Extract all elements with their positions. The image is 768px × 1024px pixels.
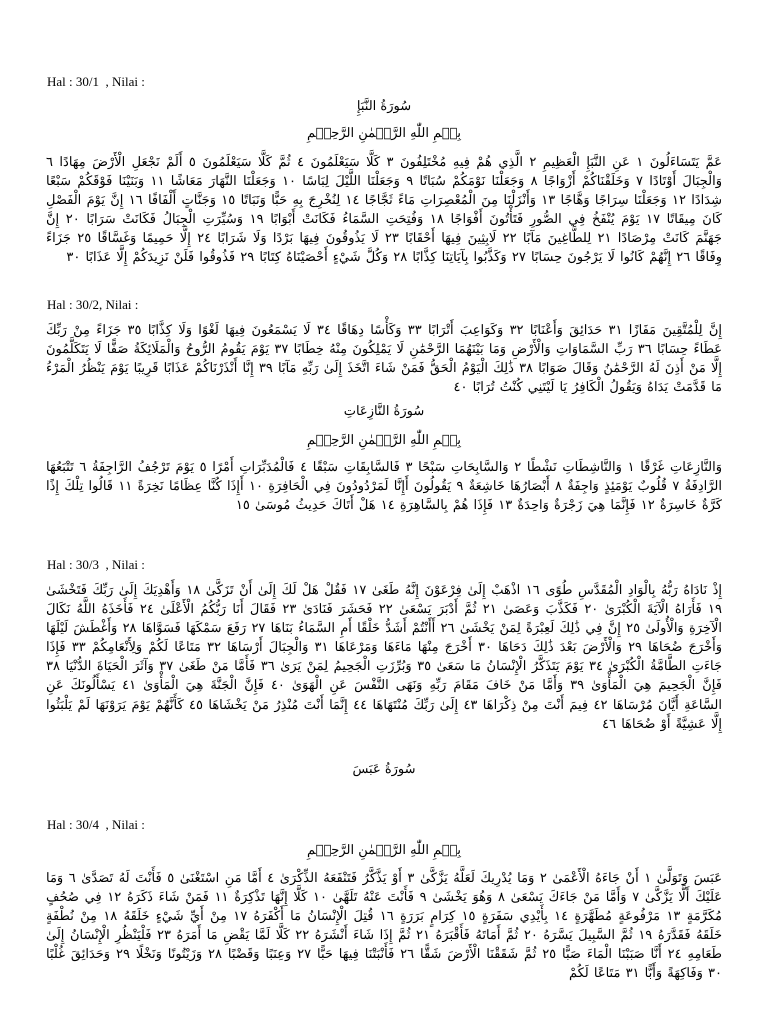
- hal-label-4: Hal : 30/4 , Nilai :: [47, 817, 145, 832]
- hal-label-3: Hal : 30/3 , Nilai :: [47, 557, 145, 572]
- ayat-block-4: إِذْ نَادَاهُ رَبُّهُ بِالْوَادِ الْمُقَدَّسِ طُوًى ١٦ اذْهَبْ إِلَىٰ فِرْعَوْنَ إِنَّهُ طَغَىٰ ١٧ فَقُلْ هَلْ لَكَ إِلَىٰ أَنْ تَزَكَّىٰ ١٨ وَأَهْدِيَكَ إِلَىٰ رَبِّكَ فَتَخْشَىٰ ١٩ فَأَرَاهُ الْآيَةَ الْكُبْرَىٰ ٢٠ فَكَذَّبَ وَعَصَىٰ ٢١ ثُمَّ أَدْبَرَ يَسْعَىٰ ٢٢ فَحَشَرَ فَنَادَىٰ ٢٣ فَقَالَ أَنَا رَبُّكُمُ الْأَعْلَىٰ ٢٤ فَأَخَذَهُ اللَّهُ نَكَالَ الْآخِرَةِ وَالْأُولَىٰ ٢٥ إِنَّ فِي ذَٰلِكَ لَعِبْرَةً لِمَنْ يَخْشَىٰ ٢٦ أَأَنْتُمْ أَشَدُّ خَلْقًا أَمِ السَّمَاءُ بَنَاهَا ٢٧ رَفَعَ سَمْكَهَا فَسَوَّاهَا ٢٨ وَأَغْطَشَ لَيْلَهَا وَأَخْرَجَ ضُحَاهَا ٢٩ وَالْأَرْضَ بَعْدَ ذَٰلِكَ دَحَاهَا ٣٠ أَخْرَجَ مِنْهَا مَاءَهَا وَمَرْعَاهَا ٣١ وَالْجِبَالَ أَرْسَاهَا ٣٢ مَتَاعًا لَكُمْ وَلِأَنْعَامِكُمْ ٣٣ فَإِذَا جَاءَتِ الطَّامَّةُ الْكُبْرَىٰ ٣٤ يَوْمَ يَتَذَكَّرُ الْإِنْسَانُ مَا سَعَىٰ ٣٥ وَبُرِّزَتِ الْجَحِيمُ لِمَنْ يَرَىٰ ٣٦ فَأَمَّا مَنْ طَغَىٰ ٣٧ وَآثَرَ الْحَيَاةَ الدُّنْيَا ٣٨ فَإِنَّ الْجَحِيمَ هِيَ الْمَأْوَىٰ ٣٩ وَأَمَّا مَنْ خَافَ مَقَامَ رَبِّهِ وَنَهَى النَّفْسَ عَنِ الْهَوَىٰ ٤٠ فَإِنَّ الْجَنَّةَ هِيَ الْمَأْوَىٰ ٤١ يَسْأَلُونَكَ عَنِ السَّاعَةِ أَيَّانَ مُرْسَاهَا ٤٢ فِيمَ أَنْتَ مِنْ ذِكْرَاهَا ٤٣ إِلَىٰ رَبِّكَ مُنْتَهَاهَا ٤٤ إِنَّمَا أَنْتَ مُنْذِرُ مَنْ يَخْشَاهَا ٤٥ كَأَنَّهُمْ يَوْمَ يَرَوْنَهَا لَمْ يَلْبَثُوا إِلَّا عَشِيَّةً أَوْ ضُحَاهَا ٤٦: [46, 583, 723, 732]
- ayat-block-5: عَبَسَ وَتَوَلَّىٰ ١ أَنْ جَاءَهُ الْأَعْمَىٰ ٢ وَمَا يُدْرِيكَ لَعَلَّهُ يَزَّكَّىٰ ٣ أَوْ يَذَّكَّرُ فَتَنْفَعَهُ الذِّكْرَىٰ ٤ أَمَّا مَنِ اسْتَغْنَىٰ ٥ فَأَنْتَ لَهُ تَصَدَّىٰ ٦ وَمَا عَلَيْكَ أَلَّا يَزَّكَّىٰ ٧ وَأَمَّا مَنْ جَاءَكَ يَسْعَىٰ ٨ وَهُوَ يَخْشَىٰ ٩ فَأَنْتَ عَنْهُ تَلَهَّىٰ ١٠ كَلَّا إِنَّهَا تَذْكِرَةٌ ١١ فَمَنْ شَاءَ ذَكَرَهُ ١٢ فِي صُحُفٍ مُكَرَّمَةٍ ١٣ مَرْفُوعَةٍ مُطَهَّرَةٍ ١٤ بِأَيْدِي سَفَرَةٍ ١٥ كِرَامٍ بَرَرَةٍ ١٦ قُتِلَ الْإِنْسَانُ مَا أَكْفَرَهُ ١٧ مِنْ أَيِّ شَيْءٍ خَلَقَهُ ١٨ مِنْ نُطْفَةٍ خَلَقَهُ فَقَدَّرَهُ ١٩ ثُمَّ السَّبِيلَ يَسَّرَهُ ٢٠ ثُمَّ أَمَاتَهُ فَأَقْبَرَهُ ٢١ ثُمَّ إِذَا شَاءَ أَنْشَرَهُ ٢٢ كَلَّا لَمَّا يَقْضِ مَا أَمَرَهُ ٢٣ فَلْيَنْظُرِ الْإِنْسَانُ إِلَىٰ طَعَامِهِ ٢٤ أَنَّا صَبَبْنَا الْمَاءَ صَبًّا ٢٥ ثُمَّ شَقَقْنَا الْأَرْضَ شَقًّا ٢٦ فَأَنْبَتْنَا فِيهَا حَبًّا ٢٧ وَعِنَبًا وَقَضْبًا ٢٨ وَزَيْتُونًا وَنَخْلًا ٢٩ وَحَدَائِقَ غُلْبًا ٣٠ وَفَاكِهَةً وَأَبًّا ٣١ مَتَاعًا لَكُمْ: [46, 871, 723, 982]
- surah-title-abasa: سُورَةُ عَبَسَ: [352, 762, 416, 777]
- ayat-block-3: وَالنَّازِعَاتِ غَرْقًا ١ وَالنَّاشِطَاتِ نَشْطًا ٢ وَالسَّابِحَاتِ سَبْحًا ٣ فَالسَّابِقَاتِ سَبْقًا ٤ فَالْمُدَبِّرَاتِ أَمْرًا ٥ يَوْمَ تَرْجُفُ الرَّاجِفَةُ ٦ تَتْبَعُهَا الرَّادِفَةُ ٧ قُلُوبٌ يَوْمَئِذٍ وَاجِفَةٌ ٨ أَبْصَارُهَا خَاشِعَةٌ ٩ يَقُولُونَ أَإِنَّا لَمَرْدُودُونَ فِي الْحَافِرَةِ ١٠ أَإِذَا كُنَّا عِظَامًا نَخِرَةً ١١ قَالُوا تِلْكَ إِذًا كَرَّةٌ خَاسِرَةٌ ١٢ فَإِنَّمَا هِيَ زَجْرَةٌ وَاحِدَةٌ ١٣ فَإِذَا هُمْ بِالسَّاهِرَةِ ١٤ هَلْ أَتَاكَ حَدِيثُ مُوسَىٰ ١٥: [46, 460, 722, 514]
- hal-label-2: Hal : 30/2, Nilai :: [47, 297, 139, 312]
- ayat-block-2: إِنَّ لِلْمُتَّقِينَ مَفَازًا ٣١ حَدَائِقَ وَأَعْنَابًا ٣٢ وَكَوَاعِبَ أَتْرَابًا ٣٣ وَكَأْسًا دِهَاقًا ٣٤ لَا يَسْمَعُونَ فِيهَا لَغْوًا وَلَا كِذَّابًا ٣٥ جَزَاءً مِنْ رَبِّكَ عَطَاءً حِسَابًا ٣٦ رَبِّ السَّمَاوَاتِ وَالْأَرْضِ وَمَا بَيْنَهُمَا الرَّحْمَٰنِ لَا يَمْلِكُونَ مِنْهُ خِطَابًا ٣٧ يَوْمَ يَقُومُ الرُّوحُ وَالْمَلَائِكَةُ صَفًّا لَا يَتَكَلَّمُونَ إِلَّا مَنْ أَذِنَ لَهُ الرَّحْمَٰنُ وَقَالَ صَوَابًا ٣٨ ذَٰلِكَ الْيَوْمُ الْحَقُّ فَمَنْ شَاءَ اتَّخَذَ إِلَىٰ رَبِّهِ مَآبًا ٣٩ إِنَّا أَنْذَرْنَاكُمْ عَذَابًا قَرِيبًا يَوْمَ يَنْظُرُ الْمَرْءُ مَا قَدَّمَتْ يَدَاهُ وَيَقُولُ الْكَافِرُ يَا لَيْتَنِي كُنْتُ تُرَابًا ٤٠: [46, 323, 722, 396]
- basmala-1: بِسۡمِ اللّٰهِ الرَّحۡمٰنِ الرَّحِيۡمِ: [307, 126, 461, 141]
- hal-label-1: Hal : 30/1 , Nilai :: [47, 74, 145, 89]
- basmala-3: بِسۡمِ اللّٰهِ الرَّحۡمٰنِ الرَّحِيۡمِ: [307, 843, 461, 858]
- surah-title-an-naziat: سُورَةُ النَّازِعَاتِ: [343, 404, 425, 419]
- basmala-2: بِسۡمِ اللّٰهِ الرَّحۡمٰنِ الرَّحِيۡمِ: [307, 433, 461, 448]
- ayat-block-1: عَمَّ يَتَسَاءَلُونَ ١ عَنِ النَّبَإِ الْعَظِيمِ ٢ الَّذِي هُمْ فِيهِ مُخْتَلِفُونَ ٣ كَلَّا سَيَعْلَمُونَ ٤ ثُمَّ كَلَّا سَيَعْلَمُونَ ٥ أَلَمْ نَجْعَلِ الْأَرْضَ مِهَادًا ٦ وَالْجِبَالَ أَوْتَادًا ٧ وَخَلَقْنَاكُمْ أَزْوَاجًا ٨ وَجَعَلْنَا نَوْمَكُمْ سُبَاتًا ٩ وَجَعَلْنَا اللَّيْلَ لِبَاسًا ١٠ وَجَعَلْنَا النَّهَارَ مَعَاشًا ١١ وَبَنَيْنَا فَوْقَكُمْ سَبْعًا شِدَادًا ١٢ وَجَعَلْنَا سِرَاجًا وَهَّاجًا ١٣ وَأَنْزَلْنَا مِنَ الْمُعْصِرَاتِ مَاءً ثَجَّاجًا ١٤ لِنُخْرِجَ بِهِ حَبًّا وَنَبَاتًا ١٥ وَجَنَّاتٍ أَلْفَافًا ١٦ إِنَّ يَوْمَ الْفَصْلِ كَانَ مِيقَاتًا ١٧ يَوْمَ يُنْفَخُ فِي الصُّورِ فَتَأْتُونَ أَفْوَاجًا ١٨ وَفُتِحَتِ السَّمَاءُ فَكَانَتْ أَبْوَابًا ١٩ وَسُيِّرَتِ الْجِبَالُ فَكَانَتْ سَرَابًا ٢٠ إِنَّ جَهَنَّمَ كَانَتْ مِرْصَادًا ٢١ لِلطَّاغِينَ مَآبًا ٢٢ لَابِثِينَ فِيهَا أَحْقَابًا ٢٣ لَا يَذُوقُونَ فِيهَا بَرْدًا وَلَا شَرَابًا ٢٤ إِلَّا حَمِيمًا وَغَسَّاقًا ٢٥ جَزَاءً وِفَاقًا ٢٦ إِنَّهُمْ كَانُوا لَا يَرْجُونَ حِسَابًا ٢٧ وَكَذَّبُوا بِآيَاتِنَا كِذَّابًا ٢٨ وَكُلَّ شَيْءٍ أَحْصَيْنَاهُ كِتَابًا ٢٩ فَذُوقُوا فَلَنْ نَزِيدَكُمْ إِلَّا عَذَابًا ٣٠: [46, 155, 723, 266]
- surah-title-an-naba: سُورَةُ النَّبَإِ: [356, 99, 412, 114]
